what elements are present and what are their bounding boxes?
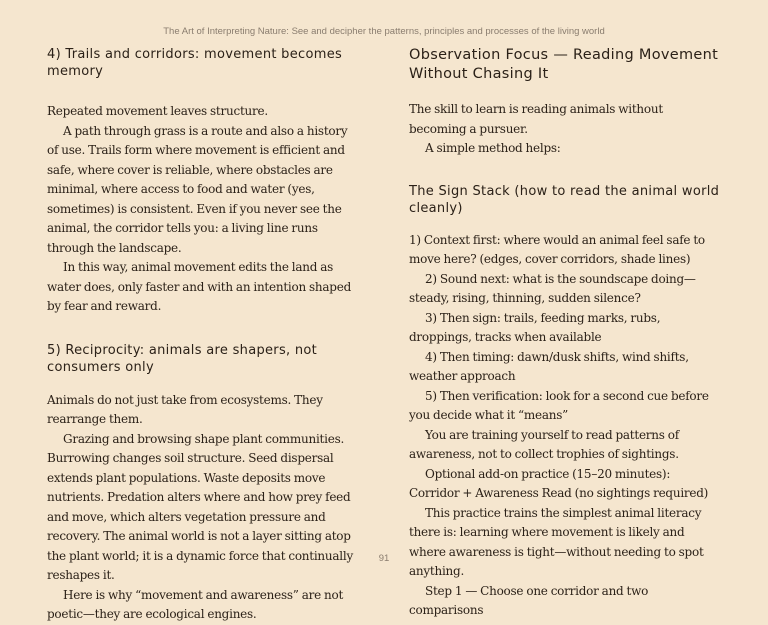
paragraph: Here is why “movement and awareness” are not poetic—they are ecological engines.: [47, 587, 344, 621]
paragraph: Grazing and browsing shape plant communities. Burrowing changes soil structure. Seed dispersal extends plant populations. Waste deposits move nutrients. Predation alters where and how prey feed and move, which alters vegetation pressure and recovery. The animal world is not a layer sitting atop the plant world; it is a dynamic force that continually reshapes it.: [47, 431, 353, 582]
paragraph: Optional add-on practice (15–20 minutes): Corridor + Awareness Read (no sightings required): [409, 466, 709, 500]
list-item: 4) Then timing: dawn/dusk shifts, wind shifts, weather approach: [409, 349, 689, 383]
paragraph: In this way, animal movement edits the land as water does, only faster and with an intention shaped by fear and reward.: [47, 260, 352, 313]
right-column: [409, 46, 722, 621]
running-head: The Art of Interpreting Nature: See and decipher the patterns, principles and processes of the living world: [163, 26, 605, 37]
left-column: [47, 46, 360, 625]
observation-focus-heading: Observation Focus — Reading Movement Without Chasing It: [409, 47, 719, 82]
sign-stack-heading: The Sign Stack (how to read the animal world cleanly): [409, 183, 720, 216]
list-item: 5) Then verification: look for a second cue before you decide what it “means”: [409, 388, 709, 422]
page-number: 91: [378, 553, 390, 564]
paragraph: Repeated movement leaves structure.: [47, 104, 268, 118]
section-5-heading: 5) Reciprocity: animals are shapers, not consumers only: [47, 342, 318, 375]
paragraph: A simple method helps:: [425, 141, 561, 155]
list-item: 3) Then sign: trails, feeding marks, rubs, droppings, tracks when available: [409, 310, 661, 344]
list-item: 1) Context first: where would an animal feel safe to move here? (edges, cover corridors, shade lines): [409, 232, 705, 266]
paragraph: The skill to learn is reading animals without becoming a pursuer.: [409, 102, 663, 136]
paragraph: You are training yourself to read patterns of awareness, not to collect trophies of sightings.: [409, 427, 679, 461]
paragraph: Step 1 — Choose one corridor and two comparisons: [409, 583, 649, 617]
section-4-heading: 4) Trails and corridors: movement becomes memory: [47, 47, 343, 79]
paragraph: A path through grass is a route and also a history of use. Trails form where movement is efficient and safe, where cover is reliable, where obstacles are minimal, where access to food and water (yes, sometimes) is consistent. Even if you never see the animal, the corridor tells you: a living line runs through the landscape.: [47, 123, 348, 255]
paragraph: This practice trains the simplest animal literacy there is: learning where movement is likely and where awareness is tight—without needing to spot anything.: [409, 505, 704, 578]
paragraph: Animals do not just take from ecosystems. They rearrange them.: [47, 392, 323, 426]
list-item: 2) Sound next: what is the soundscape doing—steady, rising, thinning, sudden silence?: [409, 271, 696, 305]
